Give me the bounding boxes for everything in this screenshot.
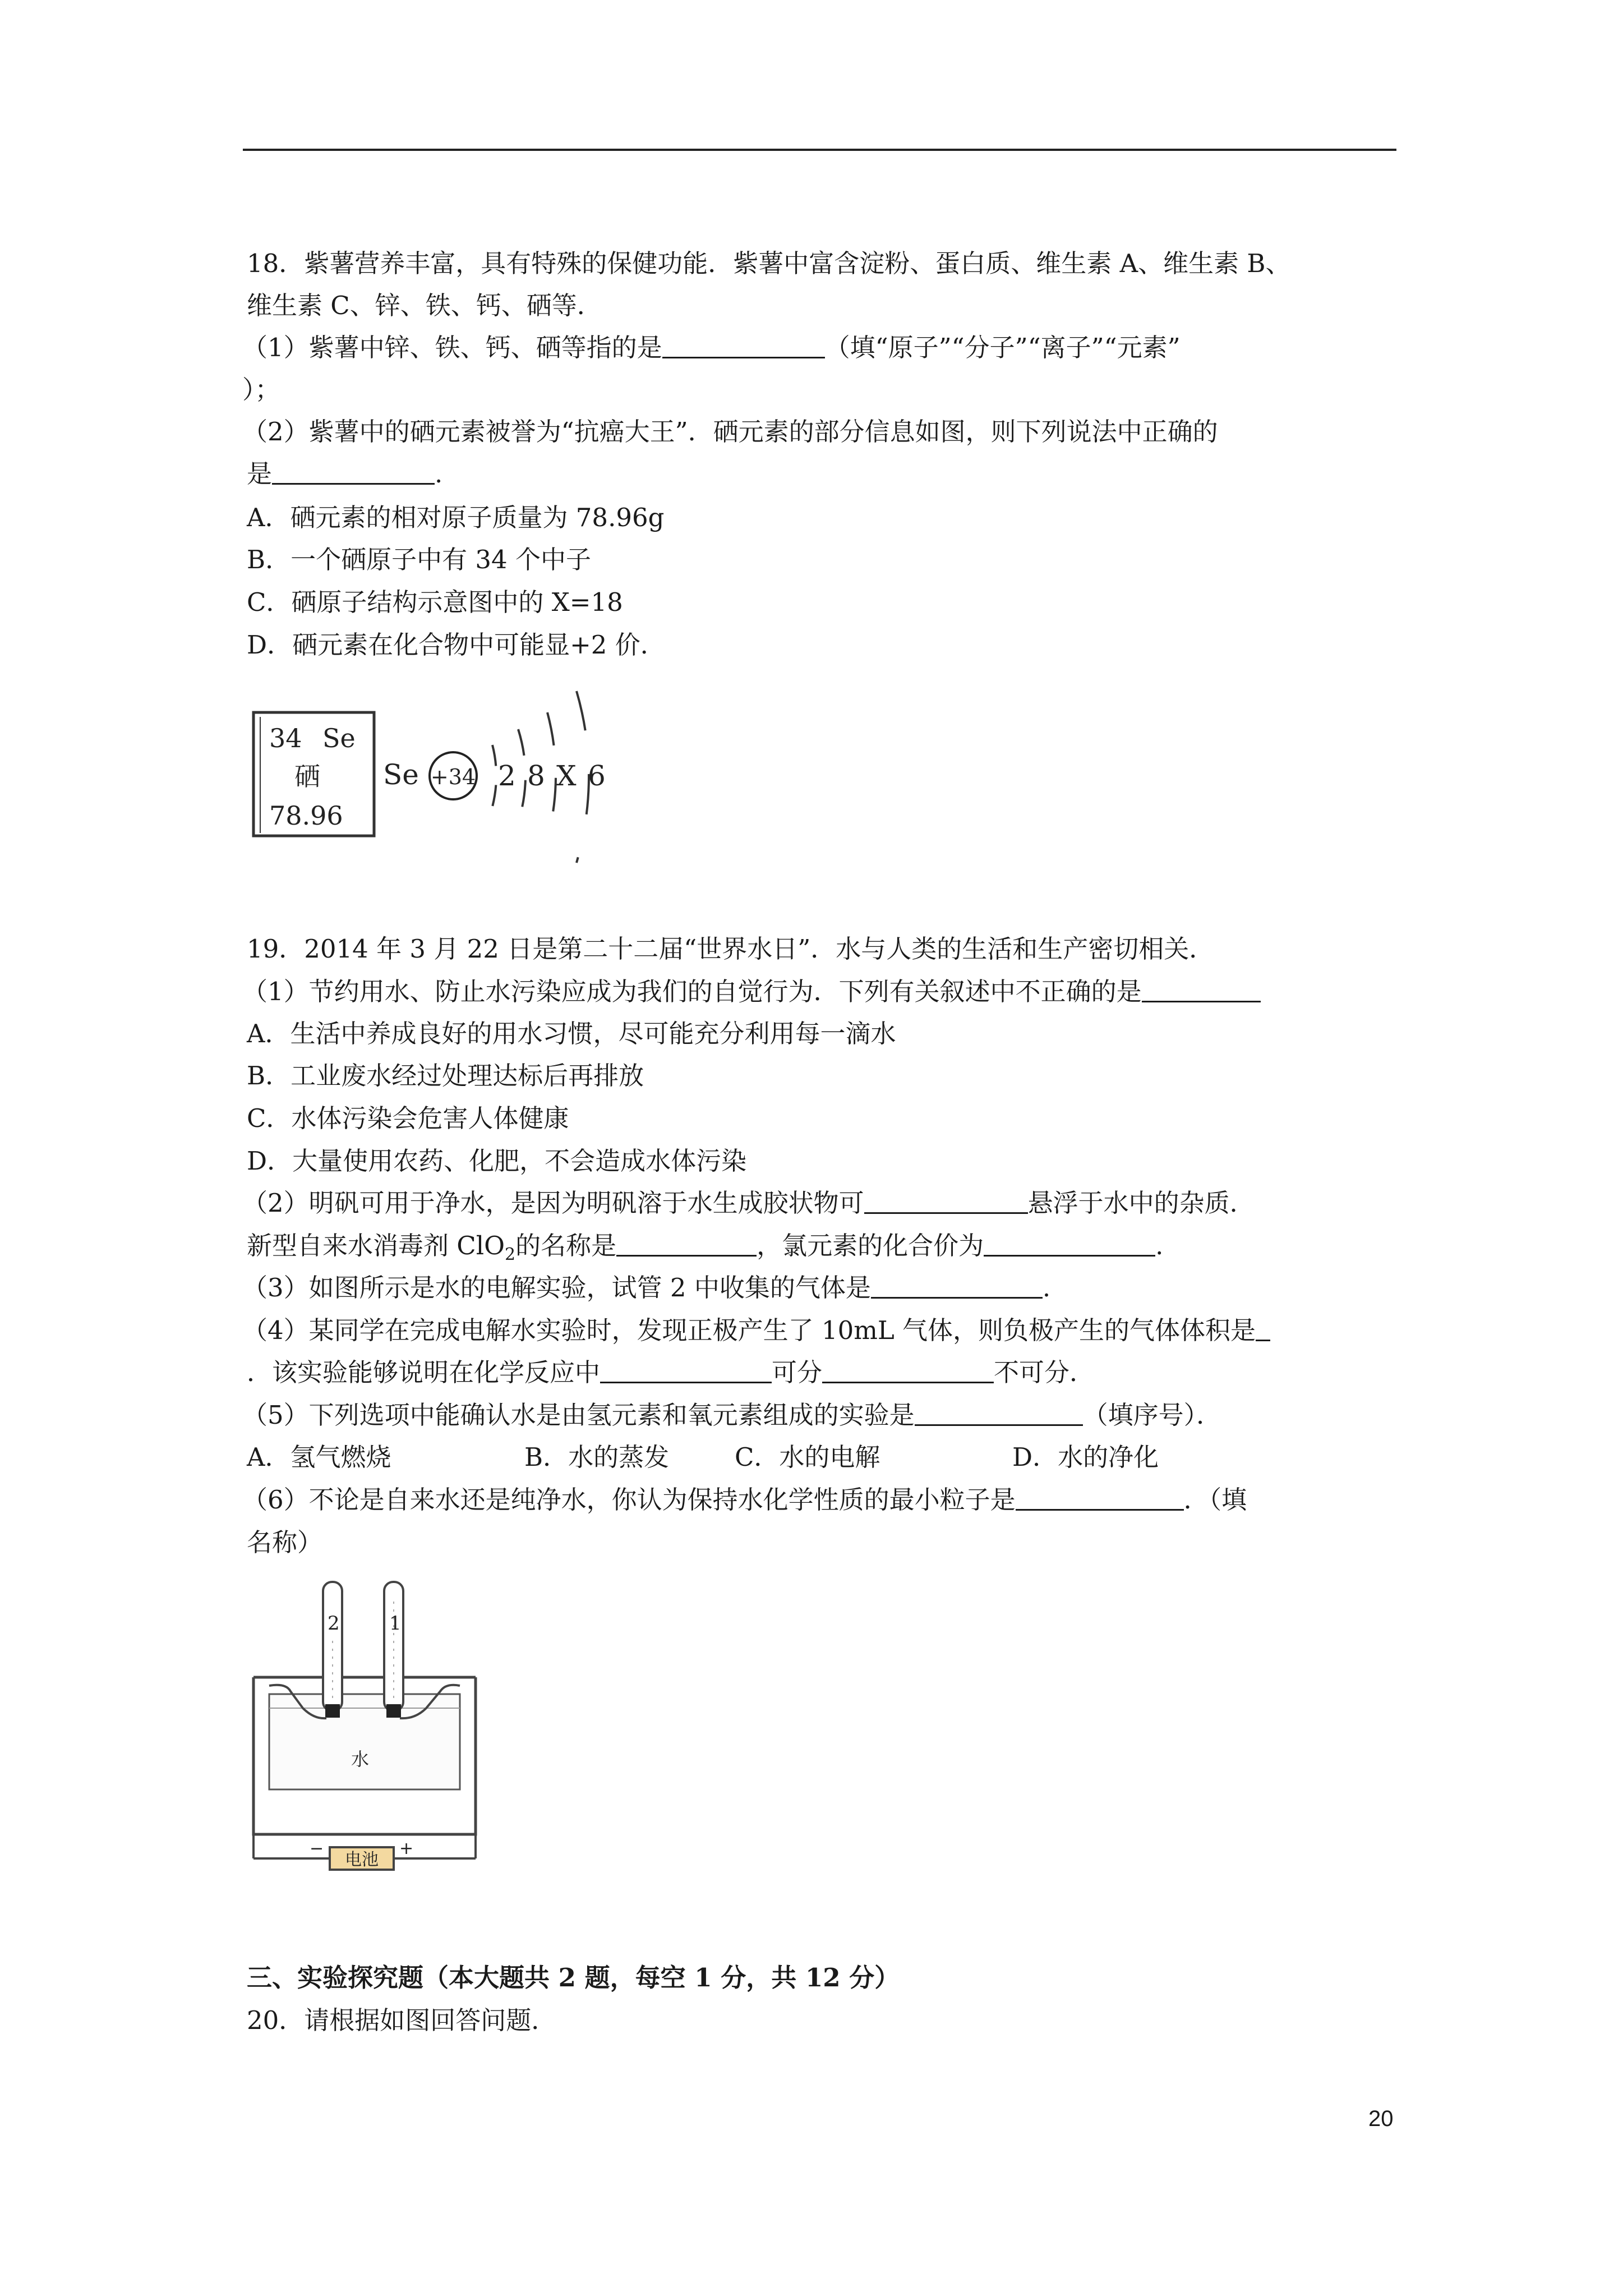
- electrode-left: [325, 1704, 340, 1718]
- test-tube-1: [384, 1582, 403, 1711]
- battery-minus: −: [310, 1839, 324, 1858]
- header-rule: [243, 149, 1396, 151]
- answer-blank[interactable]: [662, 334, 825, 358]
- q19-part5-options: [247, 1441, 1159, 1474]
- answer-blank[interactable]: [915, 1402, 1083, 1426]
- q18-part1-end: ）；: [242, 375, 280, 404]
- answer-blank[interactable]: [1256, 1317, 1270, 1341]
- element-symbol: Se: [322, 723, 356, 753]
- q18-part2-line2: 是 .: [247, 459, 443, 489]
- answer-blank[interactable]: [871, 1274, 1043, 1299]
- shell-arc-1: [492, 745, 496, 807]
- test-tube-2: [323, 1582, 342, 1711]
- atom-symbol: Se: [383, 758, 419, 791]
- tube-label-1: 1: [389, 1612, 402, 1635]
- q19-part2-line2: 新型自来水消毒剂 ClO$_2$的名称是 ，氯元素的化合价为 .: [247, 1231, 1164, 1264]
- section-3-heading: 三、实验探究题（本大题共 2 题，每空 1 分，共 12 分）: [247, 1963, 900, 1993]
- q19-option-a: A．生活中养成良好的用水习惯，尽可能充分利用每一滴水: [247, 1019, 896, 1048]
- q19-part5: （5）下列选项中能确认水是由氢元素和氧元素组成的实验是 （填序号）．: [242, 1400, 1222, 1430]
- q18-option-c: C．硒原子结构示意图中的 X=18: [247, 587, 623, 617]
- answer-blank[interactable]: [1016, 1487, 1184, 1511]
- shell-arc-3: [547, 712, 556, 839]
- shell-count-2: 8: [527, 760, 545, 792]
- q19-option-b: B．工业废水经过处理达标后再排放: [247, 1061, 644, 1091]
- battery-plus: +: [399, 1839, 414, 1858]
- page-number: 20: [1368, 2106, 1394, 2131]
- answer-blank[interactable]: [600, 1359, 772, 1383]
- water-electrolysis-figure: [247, 1579, 494, 1871]
- q18-part1: （1）紫薯中锌、铁、钙、硒等指的是 （填“原子”“分子”“离子”“元素”: [242, 333, 1181, 362]
- atomic-number: 34: [269, 723, 302, 753]
- q19-p5-option-b: B．水的蒸发: [524, 1442, 670, 1472]
- q19-part1: （1）节约用水、防止水污染应成为我们的自觉行为．下列有关叙述中不正确的是: [242, 975, 1261, 1009]
- tube-label-2: 2: [328, 1612, 340, 1635]
- q19-part3: （3）如图所示是水的电解实验，试管 2 中收集的气体是 .: [242, 1273, 1051, 1303]
- q19-part4: （4）某同学在完成电解水实验时，发现正极产生了 10mL 气体，则负极产生的气体体积是: [242, 1314, 1270, 1347]
- answer-blank[interactable]: [984, 1232, 1155, 1257]
- q19-part6-line2: 名称）: [247, 1527, 323, 1557]
- q19-p5-option-c: C．水的电解: [735, 1442, 880, 1472]
- shell-count-1: 2: [498, 760, 516, 792]
- shell-count-3: X: [556, 760, 577, 792]
- shell-arc-4: [577, 691, 589, 863]
- answer-blank[interactable]: [1142, 978, 1261, 1002]
- shell-count-4: 6: [588, 760, 606, 792]
- answer-blank[interactable]: [616, 1232, 757, 1257]
- answer-blank[interactable]: [272, 461, 435, 485]
- electrode-right: [386, 1704, 401, 1718]
- answer-blank[interactable]: [864, 1190, 1028, 1214]
- q20-stem: 20．请根据如图回答问题．: [247, 2005, 557, 2035]
- q19-p5-option-a: A．氢气燃烧: [247, 1442, 391, 1472]
- q18-stem-line1: 18．紫薯营养丰富，具有特殊的保健功能．紫薯中富含淀粉、蛋白质、维生素 A、维生素 B、: [247, 249, 1291, 278]
- q18-option-a: A．硒元素的相对原子质量为 78.96g: [247, 503, 665, 532]
- q18-part2: （2）紫薯中的硒元素被誉为“抗癌大王”．硒元素的部分信息如图，则下列说法中正确的: [242, 417, 1218, 447]
- q19-part4-line2: ．该实验能够说明在化学反应中 可分 不可分．: [247, 1358, 1095, 1387]
- answer-blank[interactable]: [822, 1359, 994, 1383]
- q19-option-d: D．大量使用农药、化肥，不会造成水体污染: [247, 1146, 747, 1176]
- q18-option-b: B．一个硒原子中有 34 个中子: [247, 545, 591, 574]
- q19-p5-option-d: D．水的净化: [1012, 1442, 1159, 1472]
- shell-arc-2: [518, 729, 525, 822]
- battery-label: 电池: [345, 1850, 379, 1870]
- water-label: 水: [351, 1749, 370, 1770]
- nucleus-charge: +34: [430, 765, 476, 789]
- q19-option-c: C．水体污染会危害人体健康: [247, 1103, 569, 1133]
- selenium-element-figure: [247, 684, 639, 875]
- q19-part6: （6）不论是自来水还是纯净水，你认为保持水化学性质的最小粒子是 ．（填: [242, 1485, 1247, 1515]
- q19-part2: （2）明矾可用于净水，是因为明矾溶于水生成胶状物可 悬浮于水中的杂质．: [242, 1188, 1255, 1218]
- q18-option-d: D．硒元素在化合物中可能显+2 价．: [247, 630, 666, 660]
- element-name: 硒: [294, 761, 320, 792]
- q19-stem: 19．2014 年 3 月 22 日是第二十二届“世界水日”．水与人类的生活和生产密切相关．: [247, 934, 1215, 964]
- atomic-mass: 78.96: [269, 800, 343, 831]
- q18-stem-line2: 维生素 C、锌、铁、钙、硒等．: [247, 291, 602, 320]
